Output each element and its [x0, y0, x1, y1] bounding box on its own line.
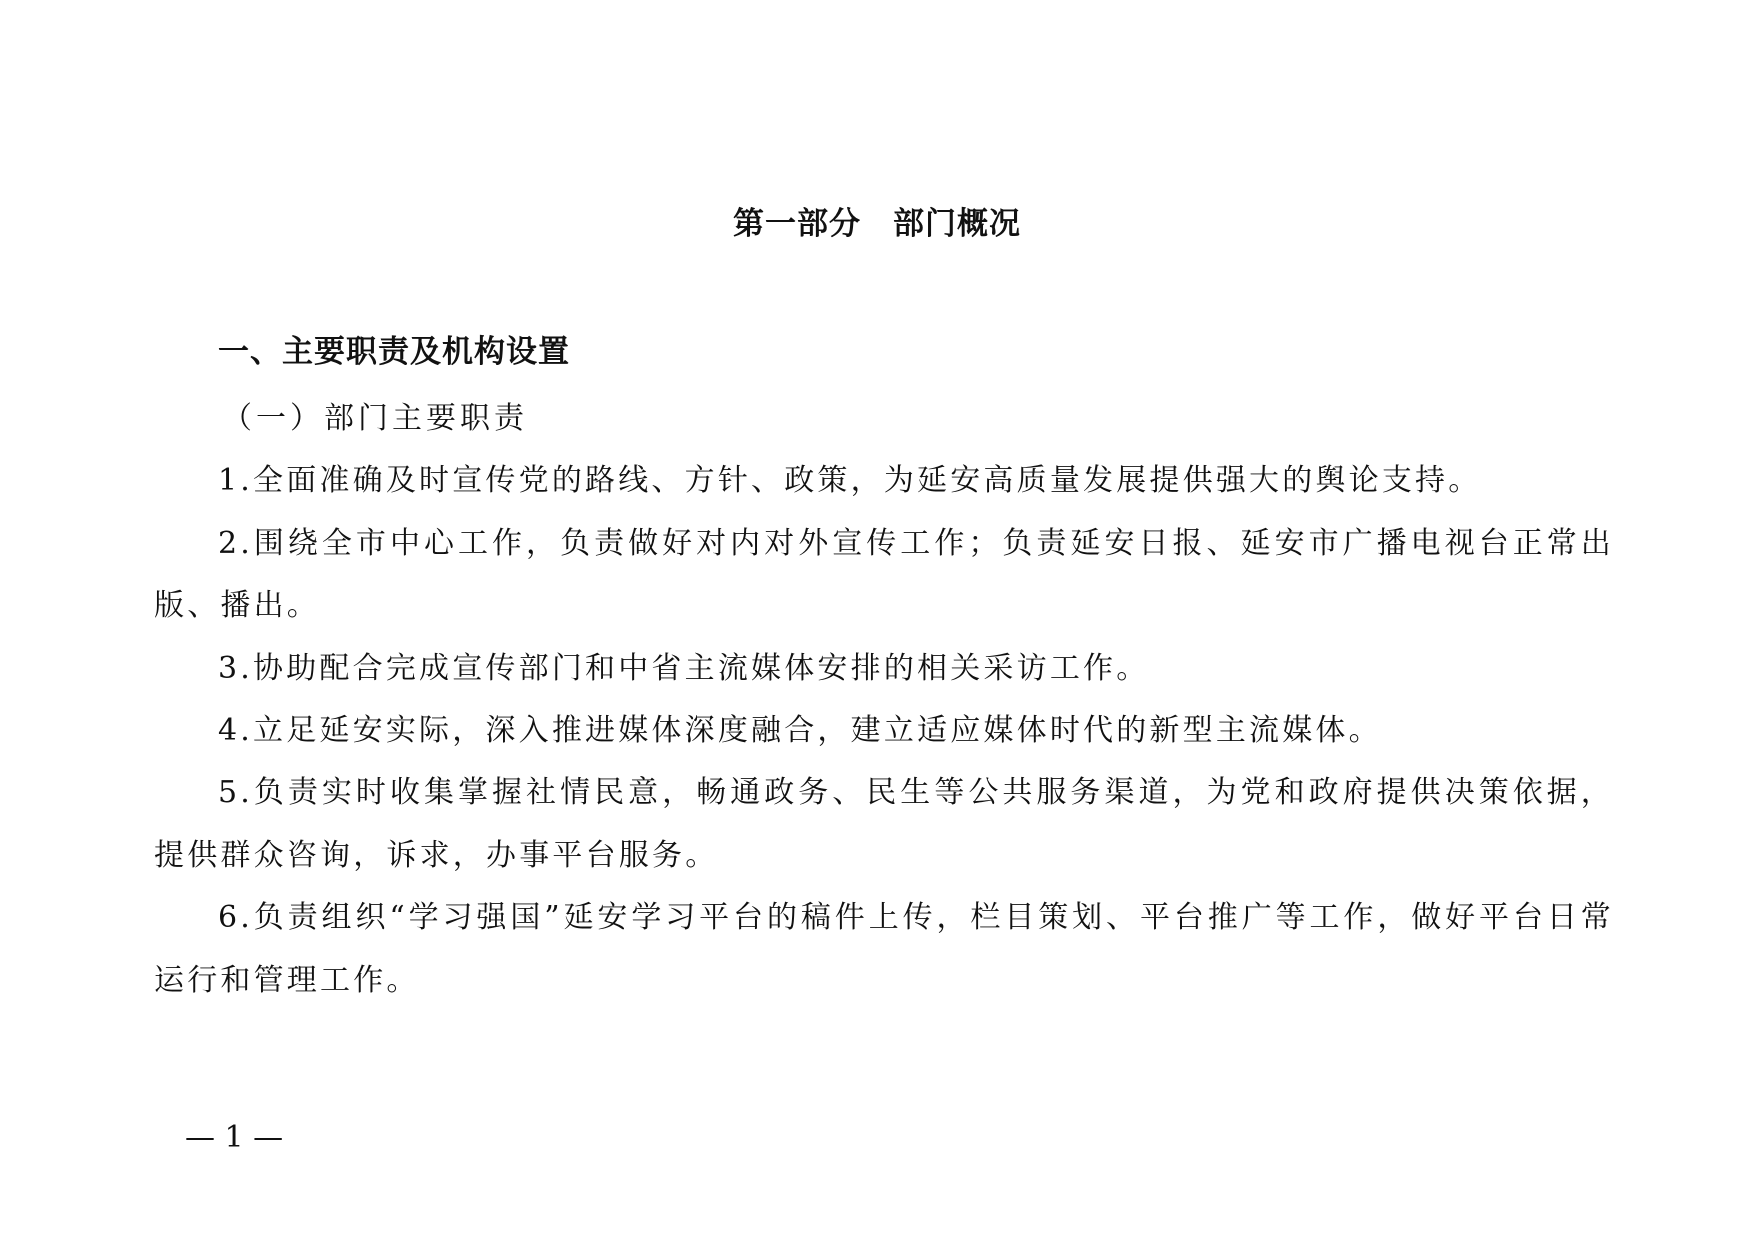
paragraph-6: 6.负责组织“学习强国”延安学习平台的稿件上传，栏目策划、平台推广等工作，做好平台日常运行和管理工作。 [154, 900, 1614, 998]
page-title: 第一部分 部门概况 [733, 206, 1021, 242]
paragraph-3: 3.协助配合完成宣传部门和中省主流媒体安排的相关采访工作。 [218, 650, 1150, 686]
paragraph-4: 4.立足延安实际，深入推进媒体深度融合，建立适应媒体时代的新型主流媒体。 [218, 713, 1382, 749]
document-body [154, 388, 1614, 1012]
paragraph-2: 2.围绕全市中心工作，负责做好对内对外宣传工作；负责延安日报、延安市广播电视台正常出版、播出。 [154, 525, 1614, 624]
section-heading: 一、主要职责及机构设置 [218, 334, 570, 370]
paragraph-1: 1.全面准确及时宣传党的路线、方针、政策，为延安高质量发展提供强大的舆论支持。 [218, 463, 1482, 499]
subsection-heading: （一）部门主要职责 [222, 401, 528, 436]
paragraph-5: 5.负责实时收集掌握社情民意，畅通政务、民生等公共服务渠道，为党和政府提供决策依据，提供群众咨询，诉求，办事平台服务。 [154, 775, 1614, 873]
page-number: — 1 — [185, 1120, 284, 1155]
